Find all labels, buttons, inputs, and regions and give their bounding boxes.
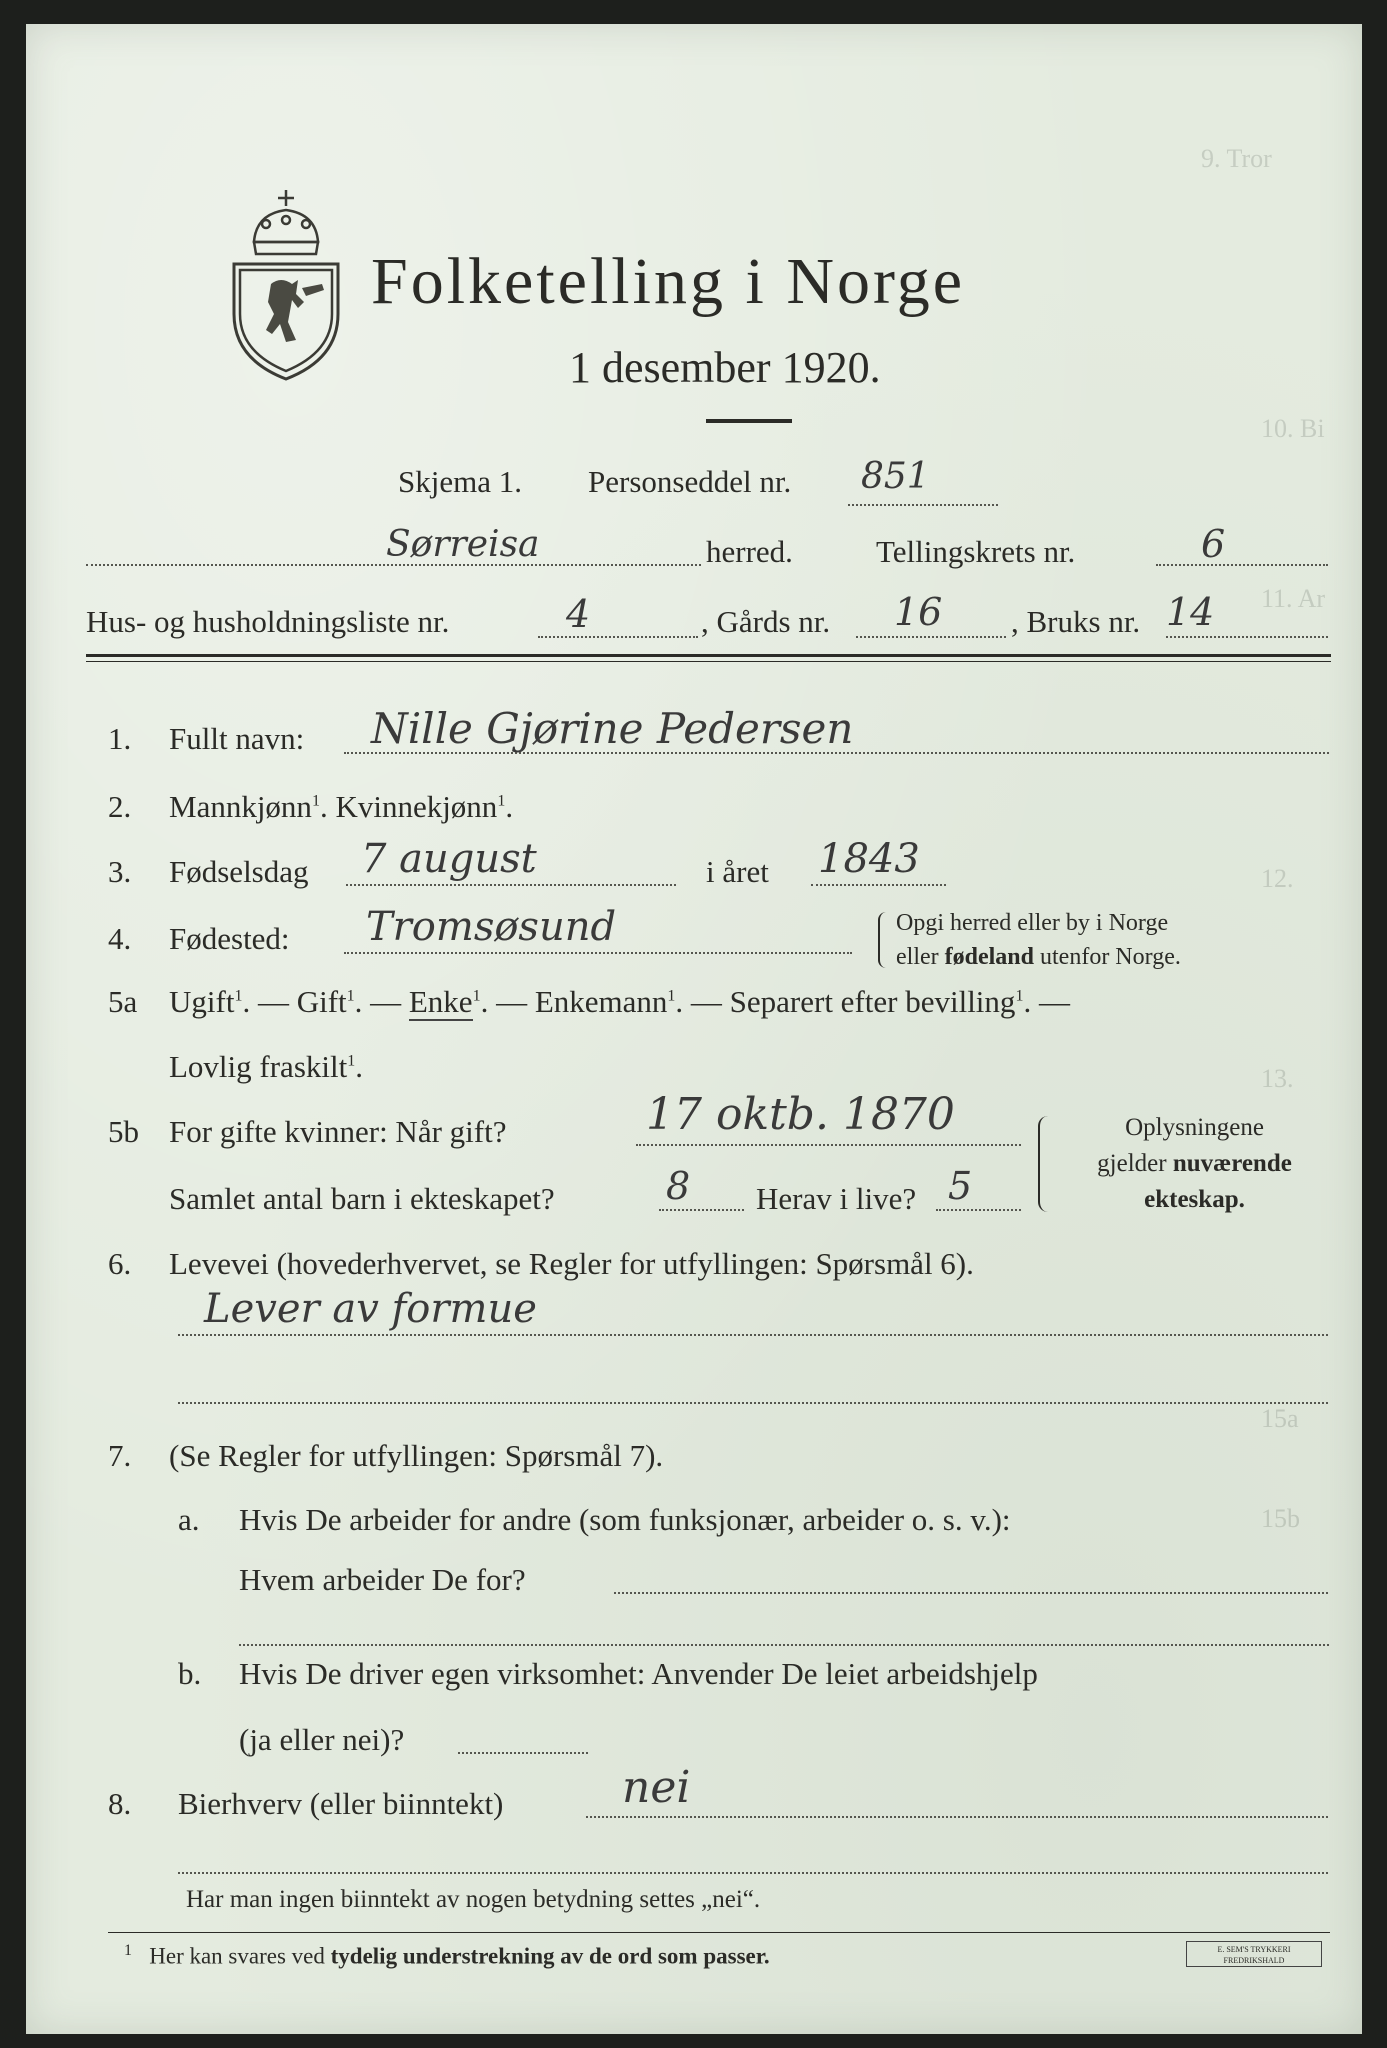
q5b-marriage-line <box>636 1144 1021 1146</box>
q2-number: 2. <box>108 789 132 824</box>
q8-line <box>586 1816 1328 1818</box>
children-count-value[interactable]: 8 <box>666 1164 691 1208</box>
husliste-value[interactable]: 4 <box>566 592 591 636</box>
q5b-note: Oplysningene gjelder nuværende ekteskap. <box>1097 1114 1292 1213</box>
personseddel-label: Personseddel nr. <box>588 464 792 499</box>
full-name-value[interactable]: Nille Gjørine Pedersen <box>371 704 854 753</box>
q1-number: 1. <box>108 721 132 756</box>
q5b-ilive-label: Herav i live? <box>756 1181 917 1216</box>
q7a-text: Hvis De arbeider for andre (som funksjonær, arbeider o. s. v.): <box>239 1502 1011 1537</box>
tellingskrets-value[interactable]: 6 <box>1201 522 1226 566</box>
q8-label: Bierhverv (eller biinntekt) <box>178 1786 504 1821</box>
birth-date-value[interactable]: 7 august <box>361 836 537 882</box>
q4-note <box>896 906 1181 974</box>
q7-label: (Se Regler for utfyllingen: Spørsmål 7). <box>169 1438 664 1473</box>
gards-label: , Gårds nr. <box>701 604 831 639</box>
q7a-letter: a. <box>178 1502 200 1537</box>
q3-year-line <box>811 884 946 886</box>
q7b-line <box>458 1752 588 1754</box>
q5b-number: 5b <box>108 1114 139 1149</box>
q5a-fraskilt: Lovlig fraskilt$^1$. <box>169 1049 363 1084</box>
q5a-marital-status: Ugift$^1$. — Gift$^1$. — Enke$^1$. — Enkemann$^1$. — Separert efter bevilling$^1$. — <box>169 984 1070 1019</box>
q5b-barn-label: Samlet antal barn i ekteskapet? <box>169 1181 555 1216</box>
form-title: Folketelling i Norge <box>371 245 966 318</box>
tellingskrets-label: Tellingskrets nr. <box>876 534 1076 569</box>
q4-note-brace <box>878 912 888 968</box>
q2-gender: Mannkjønn$^1$. Kvinnekjønn$^1$. <box>169 789 514 824</box>
q8-number: 8. <box>108 1786 132 1821</box>
q7b-text: Hvis De driver egen virksomhet: Anvender De leiet arbeidshjelp <box>239 1656 1038 1691</box>
children-alive-value[interactable]: 5 <box>948 1164 973 1208</box>
q5b-barn-line <box>659 1209 744 1211</box>
q4-note-line1: Opgi herred eller by i Norge <box>896 910 1169 936</box>
q6-line2 <box>178 1402 1328 1404</box>
footer-note: Har man ingen biinntekt av nogen betydning settes „nei“. <box>186 1886 761 1913</box>
census-form-page: 9. Tror 10. Bi 11. Ar 12. 13. 15a 15b Folketelling i Norge 1 desember 1920. Skjema 1. Personseddel nr. 851 Sørreisa herred. Tellingskrets nr. 6 Hus- og husholdningsliste nr. 4 , Gårds nr. 16 , Bruks nr. 14 1. Fullt navn: Nille Gjørine Pedersen 2. Mannkjønn$^1$. Kvinnekjønn$^1$. 3. Fødselsdag 7 august i året 1843 4. Fødested: Tromsøsund Opgi herred eller by i Norge eller fødeland utenfor Norge. 5a Ugift$^1$. — Gift$^1$. — Enke$^1$. — Enkemann$^1$. — Separert efter bevilling$^1$. — Lovlig fraskilt$^1$. 5b For gifte kvinner: Når gift? 17 oktb. 1870 Samlet antal barn i ekteskapet? 8 Herav i live? 5 Oplysningene gjelder nuværende ekteskap. 6. Levevei (hovederhvervet, se Regler for utfyllingen: Spørsmål 6). Lever av formue 7. (Se Regler for utfyllingen: Spørsmål 7). a. Hvis De arbeider for andre (som funksjonær, arbeider o. s. v.): Hvem arbeider De for? b. Hvis De driver egen virksomhet: Anvender De leiet arbeidshjelp (ja eller nei)? 8. Bierhverv (eller biinntekt) nei Har man ingen biinntekt av nogen betydning settes „nei“. $^1$ Her kan svares ved tydelig understrekning av de ord som passer. E. SEM'S TRYKKERI FREDRIKSHALD <box>26 24 1362 2034</box>
q5a-number: 5a <box>108 984 138 1019</box>
q5b-ilive-line <box>936 1209 1021 1211</box>
census-date: 1 desember 1920. <box>569 343 881 392</box>
side-income-value[interactable]: nei <box>622 1762 691 1813</box>
q7b-letter: b. <box>178 1656 202 1691</box>
title-divider <box>706 419 792 423</box>
q4-note-line2: eller fødeland utenfor Norge. <box>896 944 1181 970</box>
q1-label: Fullt navn: <box>169 721 305 756</box>
enkemann-option[interactable]: Enkemann <box>534 984 668 1019</box>
bruks-value[interactable]: 14 <box>1166 590 1215 634</box>
enke-option[interactable]: Enke <box>408 984 473 1019</box>
gards-line <box>856 636 1006 638</box>
gift-option[interactable]: Gift <box>296 984 347 1019</box>
q4-line <box>344 952 852 954</box>
printer-stamp: E. SEM'S TRYKKERI FREDRIKSHALD <box>1186 1941 1322 1967</box>
ugift-option[interactable]: Ugift <box>169 984 235 1019</box>
husliste-line <box>538 636 698 638</box>
marriage-date-value[interactable]: 17 oktb. 1870 <box>646 1089 955 1140</box>
q5b-label: For gifte kvinner: Når gift? <box>169 1114 507 1149</box>
q4-number: 4. <box>108 921 132 956</box>
bruks-line <box>1166 636 1328 638</box>
q3-date-line <box>346 884 676 886</box>
husliste-label: Hus- og husholdningsliste nr. <box>86 604 450 639</box>
mannkjonn-option[interactable]: Mannkjønn <box>169 789 312 824</box>
q3-number: 3. <box>108 854 132 889</box>
personseddel-value[interactable]: 851 <box>861 456 930 497</box>
occupation-value[interactable]: Lever av formue <box>204 1286 537 1332</box>
q7a-line2 <box>239 1644 1329 1646</box>
q6-number: 6. <box>108 1246 132 1281</box>
bruks-label: , Bruks nr. <box>1011 604 1141 639</box>
footnote-divider <box>108 1932 1330 1933</box>
q7-number: 7. <box>108 1438 132 1473</box>
tellingskrets-line <box>1156 564 1328 566</box>
q6-label: Levevei (hovederhvervet, se Regler for utfyllingen: Spørsmål 6). <box>169 1246 974 1281</box>
herred-value[interactable]: Sørreisa <box>386 524 540 565</box>
fraskilt-option[interactable]: Lovlig fraskilt <box>169 1049 348 1084</box>
footnote: $^1$ Her kan svares ved tydelig understrekning av de ord som passer. <box>124 1942 770 1969</box>
birth-year-value[interactable]: 1843 <box>818 836 920 882</box>
q6-line1 <box>178 1334 1328 1336</box>
q3-year-label: i året <box>706 854 769 889</box>
q8-line2 <box>178 1872 1328 1874</box>
separert-option[interactable]: Separert efter bevilling <box>729 984 1016 1019</box>
q7a-text2: Hvem arbeider De for? <box>239 1562 526 1597</box>
q4-label: Fødested: <box>169 921 290 956</box>
gards-value[interactable]: 16 <box>894 590 943 634</box>
q7a-line <box>614 1592 1328 1594</box>
birthplace-value[interactable]: Tromsøsund <box>366 904 617 950</box>
q3-label: Fødselsdag <box>169 854 309 889</box>
norway-coat-of-arms-icon <box>226 184 346 384</box>
skjema-label: Skjema 1. <box>398 464 522 499</box>
herred-label: herred. <box>706 534 793 569</box>
kvinnekjonn-option[interactable]: Kvinnekjønn <box>335 789 498 824</box>
header-divider <box>86 654 1331 662</box>
q5b-note-brace <box>1038 1116 1050 1212</box>
personseddel-line <box>848 504 998 506</box>
q7b-text2: (ja eller nei)? <box>239 1722 405 1757</box>
